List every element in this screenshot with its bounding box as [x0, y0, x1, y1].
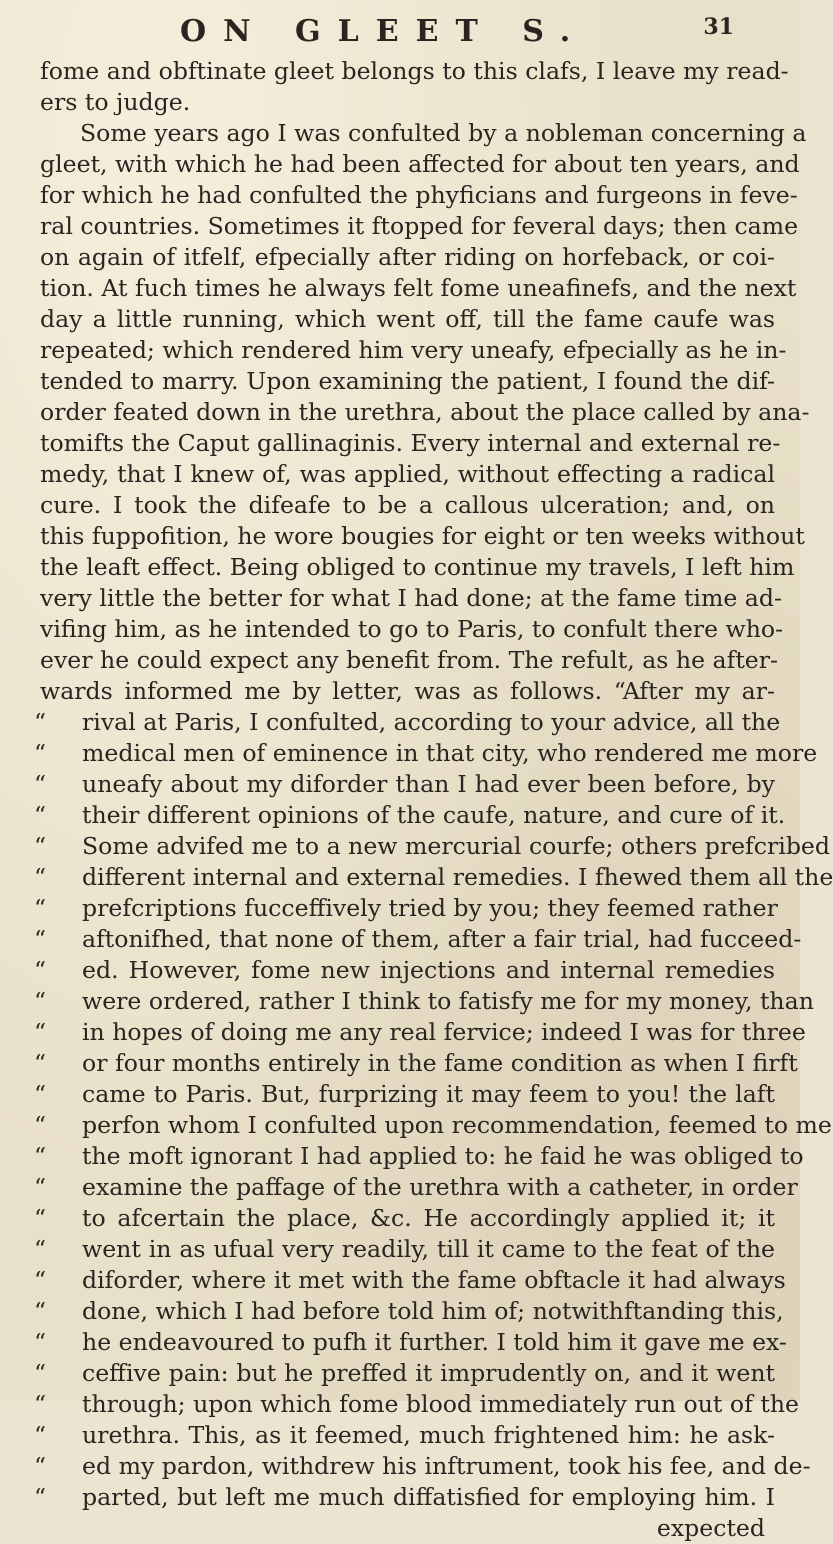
line-text: fome and obftinate gleet belongs to this clafs, I leave my read-: [40, 57, 789, 85]
text-line: [34, 1110, 832, 1141]
line-text: or four months entirely in the fame condition as when I firft: [82, 1049, 798, 1077]
quote-mark: “: [34, 863, 47, 891]
line-text: day a little running, which went off, till the fame caufe was: [40, 305, 775, 333]
text-line: [40, 614, 784, 645]
quote-mark: “: [34, 987, 47, 1015]
text-line: [34, 1389, 799, 1420]
line-text: examine the paffage of the urethra with a catheter, in order: [82, 1173, 798, 1201]
text-line: [34, 707, 781, 738]
text-line: [40, 459, 775, 490]
line-text: ever he could expect any benefit from. The refult, as he after-: [40, 646, 779, 674]
text-line: [34, 738, 818, 769]
quote-mark: “: [34, 1483, 47, 1511]
quote-mark: “: [34, 739, 47, 767]
running-title: ON GLEET S.: [180, 14, 588, 49]
line-text: cure. I took the difeafe to be a callous ulceration; and, on: [40, 491, 775, 519]
text-line: [40, 490, 775, 521]
quote-mark: “: [34, 1235, 47, 1263]
line-text: were ordered, rather I think to fatisfy me for my money, than: [82, 987, 814, 1015]
text-line: [34, 1203, 775, 1234]
line-text: diforder, where it met with the fame obftacle it had always: [82, 1266, 786, 1294]
line-text: through; upon which fome blood immediately run out of the: [82, 1390, 799, 1418]
text-line: [40, 645, 779, 676]
line-text: aftonifhed, that none of them, after a fair trial, had fucceed-: [82, 925, 802, 953]
line-text: tomifts the Caput gallinaginis. Every internal and external re-: [40, 429, 781, 457]
line-text: in hopes of doing me any real fervice; indeed I was for three: [82, 1018, 806, 1046]
line-text: very little the better for what I had done; at the fame time ad-: [40, 584, 782, 612]
text-line: [34, 986, 814, 1017]
text-line: [40, 118, 807, 149]
text-line: [40, 366, 775, 397]
line-text: he endeavoured to pufh it further. I told him it gave me ex-: [82, 1328, 787, 1356]
line-text: prefcriptions fucceffively tried by you; they feemed rather: [82, 894, 778, 922]
line-text: ceffive pain: but he preffed it imprudently on, and it went: [82, 1359, 775, 1387]
line-text: ers to judge.: [40, 88, 191, 116]
text-line: [40, 552, 795, 583]
text-line: [40, 1513, 775, 1544]
text-line: [34, 769, 775, 800]
quote-mark: “: [34, 1080, 47, 1108]
text-line: [40, 428, 781, 459]
text-line: [34, 1079, 775, 1110]
line-text: for which he had confulted the phyficians and furgeons in feve-: [40, 181, 798, 209]
quote-mark: “: [34, 770, 47, 798]
text-line: [40, 273, 797, 304]
text-line: [34, 1234, 775, 1265]
quote-mark: “: [34, 1142, 47, 1170]
line-text: tended to marry. Upon examining the patient, I found the dif-: [40, 367, 775, 395]
line-text: their different opinions of the caufe, nature, and cure of it.: [82, 801, 786, 829]
quote-mark: “: [34, 1421, 47, 1449]
text-line: [34, 1482, 775, 1513]
line-text: Some advifed me to a new mercurial courfe; others prefcribed: [82, 832, 830, 860]
line-text: ed. However, fome new injections and internal remedies: [82, 956, 775, 984]
quote-mark: “: [34, 894, 47, 922]
quote-mark: “: [34, 925, 47, 953]
line-text: urethra. This, as it feemed, much frightened him: he ask-: [82, 1421, 775, 1449]
text-line: [34, 1451, 811, 1482]
quote-mark: “: [34, 801, 47, 829]
line-text: the leaft effect. Being obliged to continue my travels, I left him: [40, 553, 795, 581]
line-text: wards informed me by letter, was as follows. “After my ar-: [40, 677, 775, 705]
quote-mark: “: [34, 1297, 47, 1325]
running-header: [180, 14, 740, 50]
quote-mark: “: [34, 1173, 47, 1201]
text-line: [34, 1296, 784, 1327]
quote-mark: “: [34, 1018, 47, 1046]
line-text: medical men of eminence in that city, who rendered me more: [82, 739, 818, 767]
text-line: [34, 862, 833, 893]
line-text: went in as ufual very readily, till it came to the feat of the: [82, 1235, 775, 1263]
text-line: [34, 1017, 806, 1048]
text-line: [40, 521, 805, 552]
text-line: [34, 1048, 798, 1079]
text-line: [34, 800, 786, 831]
line-text: done, which I had before told him of; notwithftanding this,: [82, 1297, 784, 1325]
quote-mark: “: [34, 956, 47, 984]
text-line: [34, 893, 778, 924]
line-text: tion. At fuch times he always felt fome uneafinefs, and the next: [40, 274, 797, 302]
line-text: gleet, with which he had been affected for about ten years, and: [40, 150, 800, 178]
quote-mark: “: [34, 1359, 47, 1387]
line-text: repeated; which rendered him very uneafy, efpecially as he in-: [40, 336, 787, 364]
quote-mark: “: [34, 1204, 47, 1232]
text-line: [40, 87, 775, 118]
quote-mark: “: [34, 708, 47, 736]
line-text: on again of itfelf, efpecially after riding on horfeback, or coi-: [40, 243, 775, 271]
quote-mark: “: [34, 1111, 47, 1139]
line-text: ral countries. Sometimes it ftopped for feveral days; then came: [40, 212, 799, 240]
line-text: Some years ago I was confulted by a nobleman concerning a: [80, 119, 807, 147]
quote-mark: “: [34, 1049, 47, 1077]
text-line: [34, 924, 802, 955]
line-text: this fuppofition, he wore bougies for eight or ten weeks without: [40, 522, 805, 550]
line-text: uneafy about my diforder than I had ever been before, by: [82, 770, 775, 798]
quote-mark: “: [34, 1328, 47, 1356]
text-line: [34, 1327, 787, 1358]
line-text: different internal and external remedies. I fhewed them all the: [82, 863, 833, 891]
text-line: [40, 149, 800, 180]
page-number: 31: [703, 14, 734, 40]
line-text: expected: [656, 1514, 765, 1542]
text-line: [34, 1358, 775, 1389]
text-line: [40, 397, 810, 428]
text-line: [34, 1141, 804, 1172]
quote-mark: “: [34, 1452, 47, 1480]
text-line: [40, 180, 798, 211]
line-text: vifing him, as he intended to go to Paris, to confult there who-: [40, 615, 784, 643]
line-text: rival at Paris, I confulted, according to your advice, all the: [82, 708, 781, 736]
quote-mark: “: [34, 1266, 47, 1294]
text-line: [34, 955, 775, 986]
text-line: [40, 211, 799, 242]
text-line: [34, 1420, 775, 1451]
text-line: [34, 1172, 798, 1203]
text-line: [34, 1265, 786, 1296]
line-text: medy, that I knew of, was applied, without effecting a radical: [40, 460, 775, 488]
text-line: [40, 676, 775, 707]
line-text: to afcertain the place, &c. He accordingly applied it; it: [82, 1204, 775, 1232]
text-line: [40, 583, 782, 614]
quote-mark: “: [34, 1390, 47, 1418]
line-text: parted, but left me much diffatisfied for employing him. I: [82, 1483, 775, 1511]
text-line: [40, 304, 775, 335]
line-text: ed my pardon, withdrew his inftrument, took his fee, and de-: [82, 1452, 811, 1480]
line-text: order feated down in the urethra, about the place called by ana-: [40, 398, 810, 426]
text-line: [34, 831, 830, 862]
text-line: [40, 56, 789, 87]
text-line: [40, 242, 775, 273]
body-text: [34, 56, 833, 1544]
line-text: came to Paris. But, furprizing it may feem to you! the laft: [82, 1080, 775, 1108]
text-line: [40, 335, 787, 366]
line-text: perfon whom I confulted upon recommendation, feemed to me: [82, 1111, 832, 1139]
line-text: the moft ignorant I had applied to: he faid he was obliged to: [82, 1142, 804, 1170]
quote-mark: “: [34, 832, 47, 860]
